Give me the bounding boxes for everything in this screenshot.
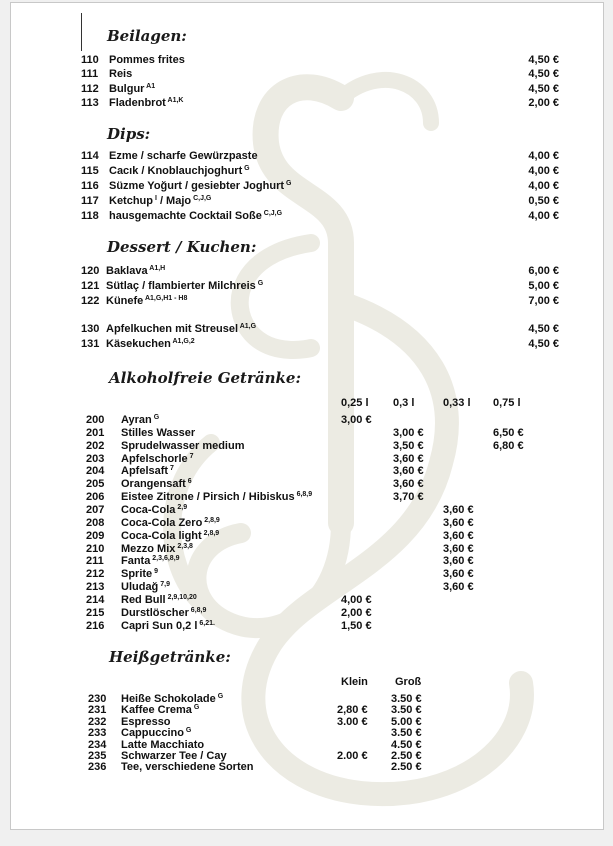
item-number: 211 bbox=[86, 555, 104, 568]
item-number: 214 bbox=[86, 593, 105, 606]
allergen-note: 7 bbox=[187, 452, 194, 460]
item-price: 2.00 € bbox=[337, 750, 368, 762]
allergen-note: C,J,G bbox=[261, 210, 283, 217]
item-label: Cacık / Knoblauchjoghurt bbox=[109, 165, 243, 177]
item-number: 231 bbox=[88, 704, 107, 717]
allergen-note: 2,3,6,8,9 bbox=[150, 555, 180, 563]
item-label: Apfelkuchen mit Streusel bbox=[106, 323, 239, 335]
item-price: 3,60 € bbox=[443, 503, 474, 516]
item-price: 4,00 € bbox=[528, 150, 559, 162]
item-label: Apfelsaft bbox=[121, 465, 169, 478]
item-number: 110 bbox=[81, 54, 99, 66]
item-number: 236 bbox=[88, 761, 107, 774]
item-name bbox=[109, 179, 291, 193]
item-price: 4.50 € bbox=[391, 738, 422, 751]
allergen-note: G bbox=[255, 280, 264, 287]
item-number: 113 bbox=[81, 97, 99, 109]
item-price: 3,60 € bbox=[443, 529, 474, 542]
item-price: 3,60 € bbox=[443, 542, 474, 555]
item-number: 118 bbox=[81, 210, 99, 222]
item-number: 234 bbox=[88, 738, 107, 751]
item-number: 213 bbox=[86, 581, 105, 594]
allergen-note: 7,9 bbox=[158, 581, 170, 589]
allergen-note: 2,3,8 bbox=[175, 542, 193, 550]
item-number: 203 bbox=[86, 452, 105, 465]
allergen-note: I bbox=[153, 195, 157, 202]
item-price: 2,00 € bbox=[341, 606, 372, 619]
item-label: Sprite bbox=[121, 568, 153, 581]
header-rule bbox=[81, 13, 82, 51]
item-label: Orangensaft bbox=[121, 478, 186, 491]
item-label: Fladenbrot bbox=[109, 97, 166, 109]
allergen-note: G bbox=[191, 704, 200, 712]
column-header: 0,25 l bbox=[341, 397, 369, 409]
allergen-note: 7 bbox=[168, 465, 174, 473]
item-price: 4,00 € bbox=[528, 180, 559, 192]
item-price: 4,50 € bbox=[528, 83, 559, 95]
item-name bbox=[106, 279, 263, 293]
item-price: 0,50 € bbox=[528, 195, 559, 207]
item-number: 209 bbox=[86, 529, 105, 542]
item-label: Cappuccino bbox=[121, 727, 184, 740]
item-price: 6,00 € bbox=[528, 265, 559, 277]
item-label: Reis bbox=[109, 68, 133, 80]
item-price: 3.50 € bbox=[391, 693, 422, 705]
item-label: Red Bull bbox=[121, 593, 166, 606]
item-number: 205 bbox=[86, 478, 105, 491]
item-price: 3.50 € bbox=[391, 704, 422, 717]
item-number: 114 bbox=[81, 150, 99, 162]
item-label: Sütlaç / flambierter Milchreis bbox=[106, 280, 256, 292]
section-title-dips: Dips: bbox=[107, 125, 151, 143]
item-price: 4,50 € bbox=[528, 68, 559, 80]
item-label: Uludağ bbox=[121, 581, 159, 594]
item-number: 202 bbox=[86, 439, 105, 452]
section-title-beilagen: Beilagen: bbox=[107, 27, 187, 45]
item-name bbox=[109, 194, 211, 208]
item-number: 216 bbox=[86, 619, 105, 632]
item-number: 206 bbox=[86, 491, 105, 504]
item-label: Latte Macchiato bbox=[121, 738, 205, 751]
item-price: 3,60 € bbox=[393, 465, 424, 478]
allergen-note: A1,H bbox=[147, 265, 166, 272]
section-title-heiss: Heißgetränke: bbox=[109, 648, 231, 666]
item-price: 2,00 € bbox=[528, 97, 559, 109]
item-label: Capri Sun 0,2 l bbox=[121, 619, 198, 632]
column-header: 0,3 l bbox=[393, 397, 415, 409]
item-label: Ezme / scharfe Gewürzpaste bbox=[109, 150, 258, 162]
item-price: 6,80 € bbox=[493, 439, 524, 452]
item-label: Coca-Cola bbox=[121, 503, 176, 516]
item-price: 3.00 € bbox=[337, 715, 368, 728]
item-label: Kaffee Crema bbox=[121, 704, 192, 717]
item-label: hausgemachte Cocktail Soße bbox=[109, 210, 262, 222]
allergen-note: G bbox=[183, 727, 192, 735]
allergen-note: 9 bbox=[152, 568, 159, 576]
item-number: 200 bbox=[86, 414, 105, 426]
item-price: 5,00 € bbox=[528, 280, 559, 292]
item-label: Tee, verschiedene Sorten bbox=[121, 761, 254, 774]
item-price: 4,00 € bbox=[528, 165, 559, 177]
item-label: Heiße Schokolade bbox=[121, 693, 216, 705]
item-price: 3,70 € bbox=[393, 491, 424, 504]
allergen-note: A1,G,H1 - H8 bbox=[143, 295, 188, 302]
column-header: Klein bbox=[341, 676, 368, 688]
allergen-note: G bbox=[284, 180, 292, 187]
item-price: 2,80 € bbox=[337, 704, 368, 717]
item-label: Stilles Wasser bbox=[121, 426, 196, 439]
menu-page bbox=[10, 2, 604, 830]
allergen-note: 2,8,9 bbox=[201, 529, 220, 537]
item-label: Coca-Cola light bbox=[121, 529, 202, 542]
item-price: 7,00 € bbox=[528, 295, 559, 307]
item-name bbox=[106, 337, 195, 351]
item-label: Mezzo Mix bbox=[121, 542, 176, 555]
item-label: Schwarzer Tee / Cay bbox=[121, 750, 227, 762]
allergen-note: 2,8,9 bbox=[202, 516, 220, 524]
item-label: / Majo bbox=[156, 195, 192, 207]
item-number: 212 bbox=[86, 568, 105, 581]
item-price: 2.50 € bbox=[391, 750, 422, 762]
item-name bbox=[109, 164, 250, 178]
item-number: 208 bbox=[86, 516, 105, 529]
item-price: 6,50 € bbox=[493, 426, 524, 439]
item-number: 210 bbox=[86, 542, 105, 555]
item-name bbox=[109, 149, 258, 163]
item-price: 1,50 € bbox=[341, 619, 372, 632]
item-label: Eistee Zitrone / Pirsich / Hibiskus bbox=[121, 491, 295, 504]
allergen-note: G bbox=[151, 414, 160, 421]
item-name bbox=[106, 322, 256, 336]
item-number: 204 bbox=[86, 465, 105, 478]
item-price: 4,00 € bbox=[341, 593, 372, 606]
item-name bbox=[106, 294, 187, 308]
item-label: Bulgur bbox=[109, 83, 145, 95]
allergen-note: G bbox=[242, 165, 250, 172]
allergen-note: A1,G bbox=[238, 323, 257, 330]
item-price: 3.50 € bbox=[391, 727, 422, 740]
item-label: Künefe bbox=[106, 295, 144, 307]
item-label: Pommes frites bbox=[109, 54, 185, 66]
item-number: 120 bbox=[81, 265, 100, 277]
item-label: Fanta bbox=[121, 555, 151, 568]
item-number: 112 bbox=[81, 83, 99, 95]
item-price: 3,60 € bbox=[393, 452, 424, 465]
allergen-note: 6,21. bbox=[197, 619, 215, 627]
item-number: 235 bbox=[88, 750, 107, 762]
item-price: 4,50 € bbox=[528, 323, 559, 335]
column-header: Groß bbox=[395, 676, 422, 688]
item-price: 3,60 € bbox=[443, 568, 474, 581]
item-price: 3,50 € bbox=[393, 439, 424, 452]
allergen-note: A1,G,2 bbox=[170, 338, 195, 345]
item-number: 232 bbox=[88, 715, 107, 728]
allergen-note: C,J,G bbox=[191, 195, 212, 202]
item-name bbox=[109, 67, 132, 81]
item-price: 4,00 € bbox=[528, 210, 559, 222]
item-label: Apfelschorle bbox=[121, 452, 188, 465]
item-name bbox=[109, 209, 282, 223]
item-price: 3,60 € bbox=[443, 516, 474, 529]
item-number: 115 bbox=[81, 165, 99, 177]
allergen-note: 6,8,9 bbox=[188, 606, 207, 614]
item-number: 131 bbox=[81, 338, 100, 350]
item-name bbox=[109, 96, 183, 110]
column-header: 0,33 l bbox=[443, 397, 471, 409]
allergen-note: 2,9,10,20 bbox=[165, 593, 197, 601]
item-label: Ketchup bbox=[109, 195, 153, 207]
item-label: Süzme Yoğurt / gesiebter Joghurt bbox=[109, 180, 285, 192]
item-number: 130 bbox=[81, 323, 100, 335]
item-label: Käsekuchen bbox=[106, 338, 171, 350]
allergen-note: G bbox=[215, 693, 224, 700]
item-number: 111 bbox=[81, 68, 99, 80]
item-number: 230 bbox=[88, 693, 107, 705]
item-price: 3,60 € bbox=[443, 581, 474, 594]
item-number: 215 bbox=[86, 606, 105, 619]
allergen-note: 6,8,9 bbox=[294, 491, 313, 499]
section-title-alkoholfrei: Alkoholfreie Getränke: bbox=[109, 369, 301, 387]
allergen-note: 2,9 bbox=[175, 503, 188, 511]
item-number: 201 bbox=[86, 426, 105, 439]
item-number: 233 bbox=[88, 727, 107, 740]
item-price: 5.00 € bbox=[391, 715, 422, 728]
item-price: 2.50 € bbox=[391, 761, 422, 774]
item-number: 121 bbox=[81, 280, 100, 292]
section-title-dessert: Dessert / Kuchen: bbox=[107, 238, 257, 256]
item-price: 3,00 € bbox=[341, 414, 372, 426]
item-number: 207 bbox=[86, 503, 105, 516]
item-name bbox=[109, 53, 185, 67]
item-label: Baklava bbox=[106, 265, 148, 277]
allergen-note: A1,K bbox=[165, 97, 184, 104]
item-name bbox=[106, 264, 165, 278]
item-name bbox=[109, 82, 155, 96]
allergen-note: A1 bbox=[144, 83, 156, 90]
item-label: Espresso bbox=[121, 715, 171, 728]
item-label: Sprudelwasser medium bbox=[121, 439, 245, 452]
item-number: 116 bbox=[81, 180, 99, 192]
item-price: 4,50 € bbox=[528, 54, 559, 66]
allergen-note: 6 bbox=[185, 478, 192, 486]
item-number: 117 bbox=[81, 195, 99, 207]
column-header: 0,75 l bbox=[493, 397, 521, 409]
item-name bbox=[121, 760, 253, 774]
item-price: 3,60 € bbox=[443, 555, 474, 568]
item-number: 122 bbox=[81, 295, 100, 307]
item-price: 3,60 € bbox=[393, 478, 424, 491]
item-label: Coca-Cola Zero bbox=[121, 516, 203, 529]
item-label: Ayran bbox=[121, 414, 152, 426]
item-name bbox=[121, 619, 215, 633]
item-price: 4,50 € bbox=[528, 338, 559, 350]
item-label: Durstlöscher bbox=[121, 606, 189, 619]
item-price: 3,00 € bbox=[393, 426, 424, 439]
